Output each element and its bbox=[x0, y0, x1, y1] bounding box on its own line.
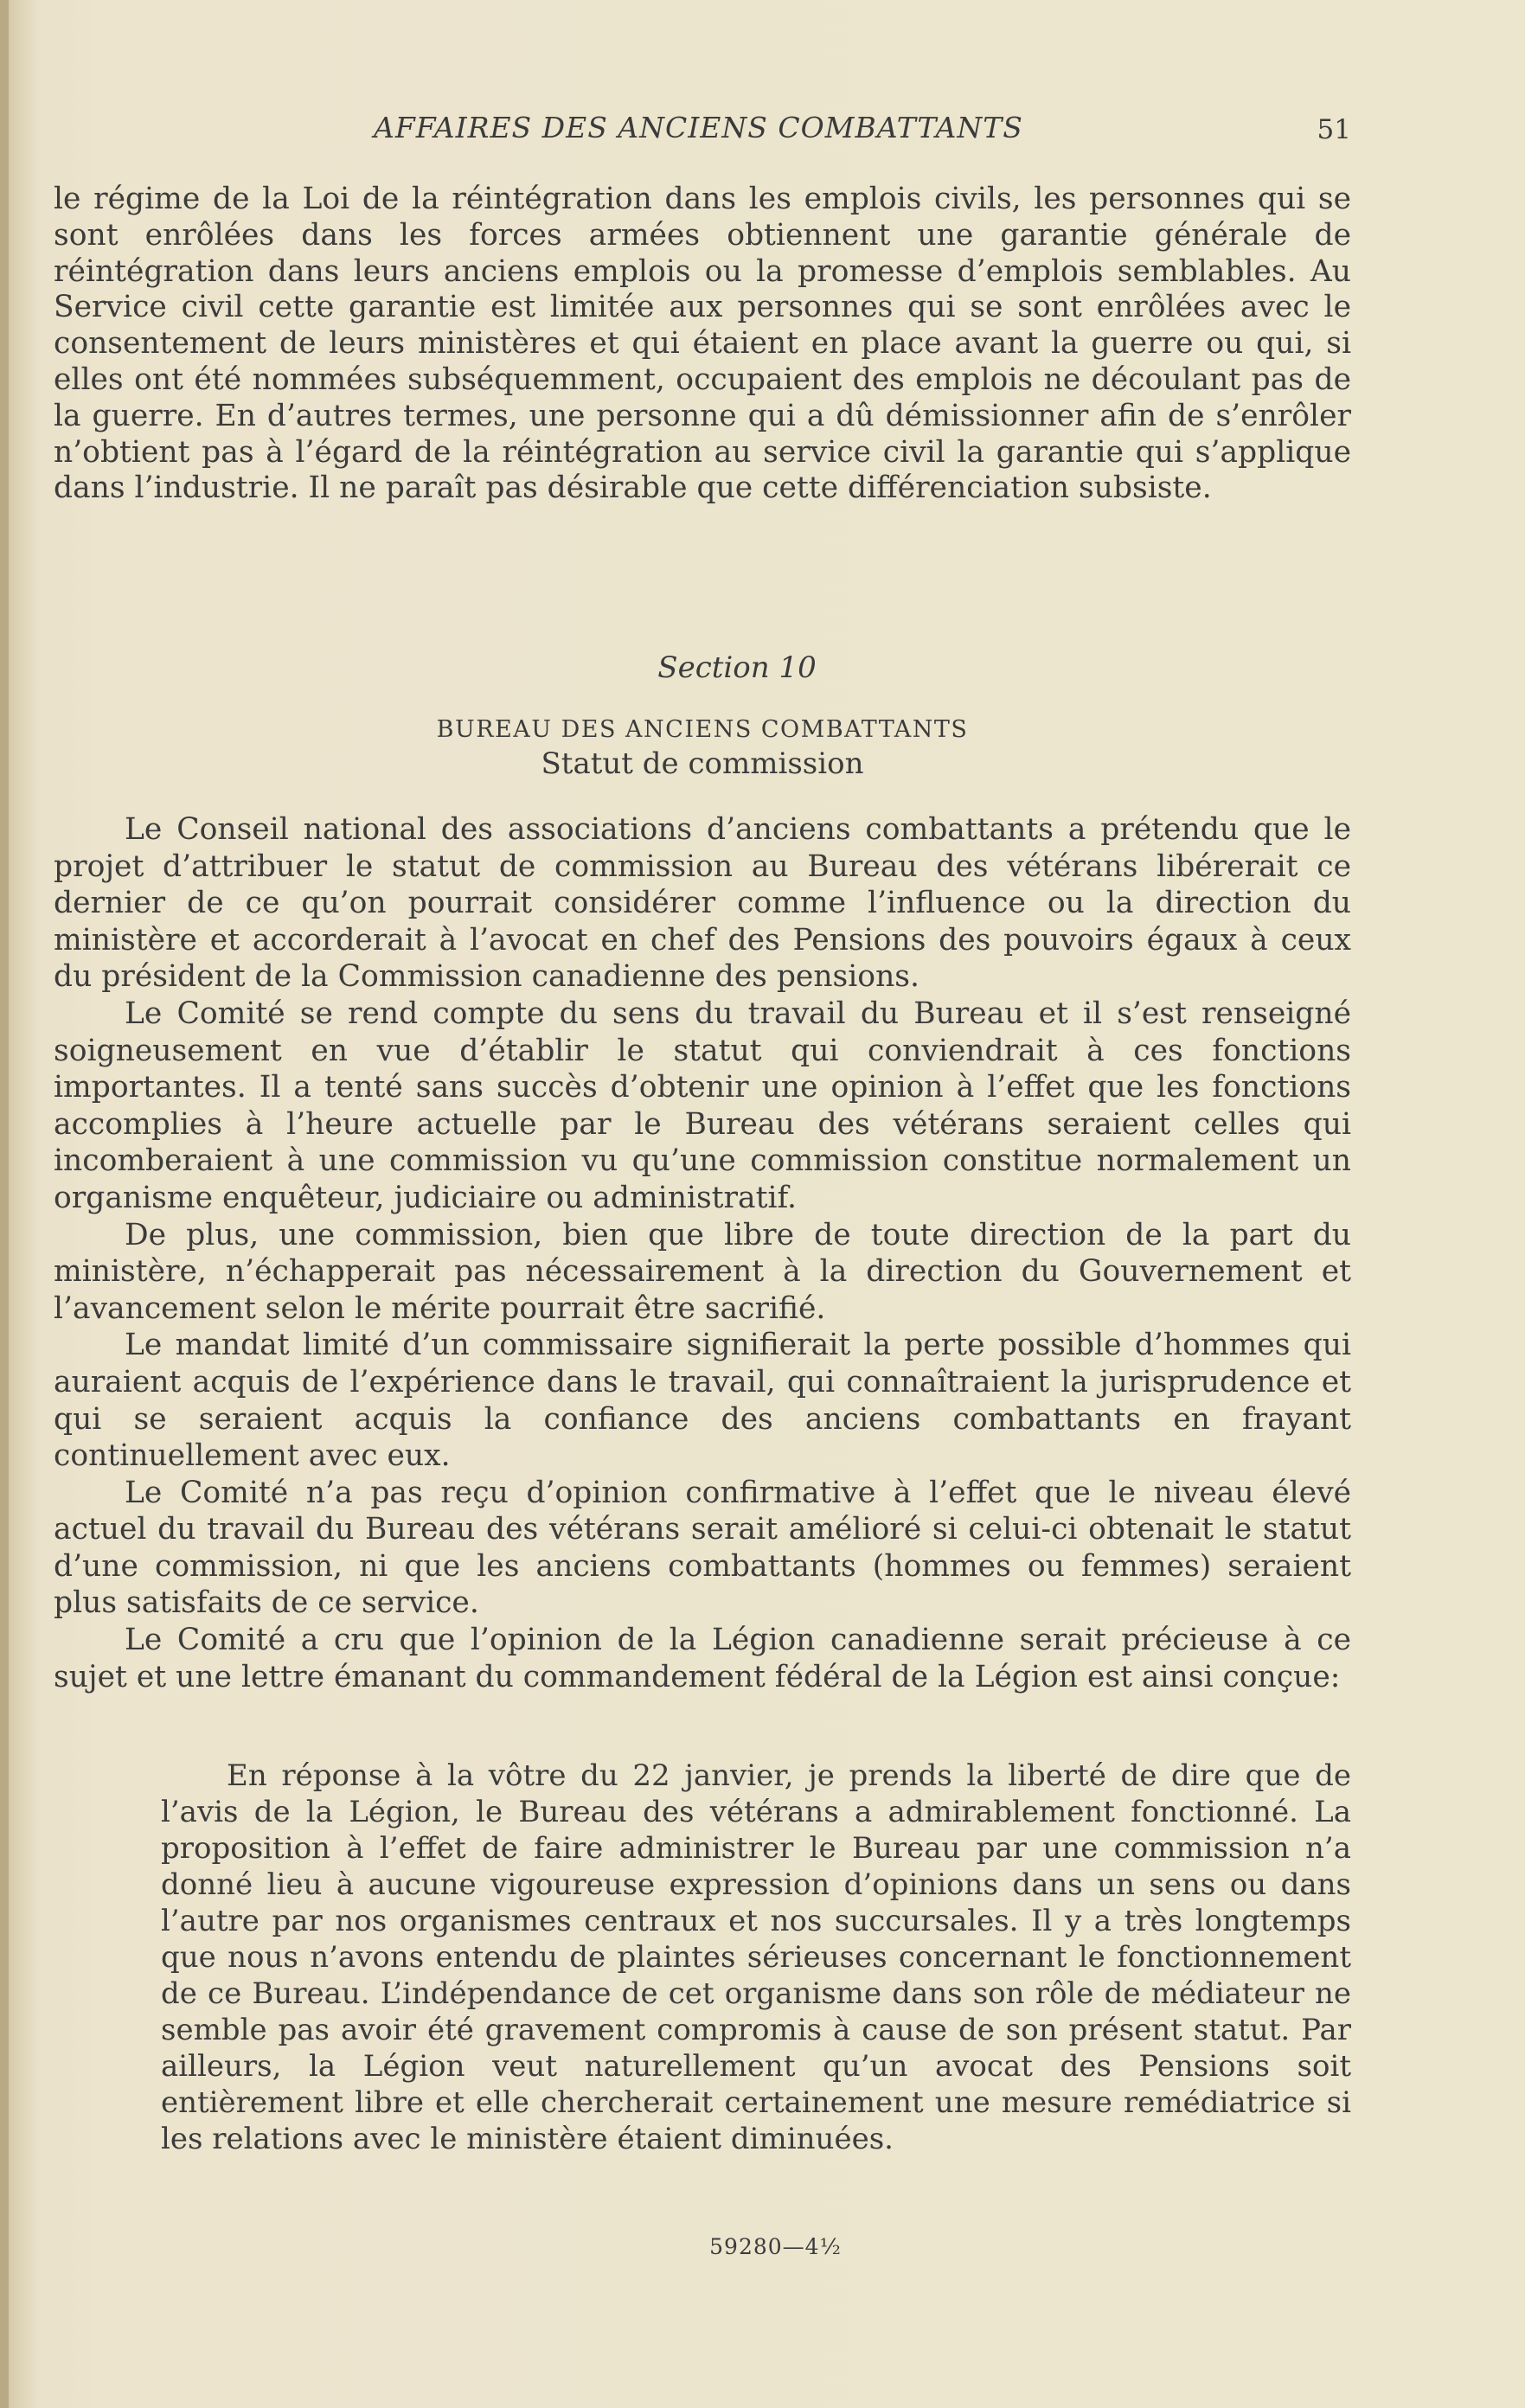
paragraph: Le Comité se rend compte du sens du travail du Bureau et il s’est renseigné soigneusement en vue d’établir le statut qui conviendrait à ces fonctions importantes. Il a tenté sans succès d’obtenir une opinion à l’effet que les fonctions accomplies à l’heure actuelle par le Bureau des vétérans seraient celles qui incomberaient à une commission vu qu’une commission constitue normalement un organisme enquêteur, judiciaire ou administratif. bbox=[54, 996, 1351, 1215]
running-title: AFFAIRES DES ANCIENS COMBATTANTS bbox=[374, 111, 1023, 144]
intro-paragraph: le régime de la Loi de la réintégration dans les emplois civils, les personnes qui se sont enrôlées dans les forces armées obtiennent une garantie générale de réintégration dans leurs anciens emplois ou la promesse d’emplois semblables. Au Service civil cette garantie est limitée aux personnes qui se sont enrôlées avec le consentement de leurs ministères et qui étaient en place avant la guerre ou qui, si elles ont été nommées subséquemment, occupaient des emplois ne découlant pas de la guerre. En d’autres termes, une personne qui a dû démissionner afin de s’enrôler n’obtient pas à l’égard de la réintégration au service civil la garantie qui s’applique dans l’industrie. Il ne paraît pas désirable que cette différenciation subsiste. bbox=[54, 182, 1351, 506]
section-body bbox=[54, 811, 1351, 1695]
intro-text bbox=[54, 182, 1351, 507]
section-title: Section 10 bbox=[657, 650, 817, 685]
printer-signature-mark: 59280—4½ bbox=[709, 2234, 842, 2259]
page-footer bbox=[0, 2234, 1525, 2259]
section-heading bbox=[54, 649, 1351, 782]
page-binding-edge bbox=[0, 0, 9, 2408]
quote-paragraph: En réponse à la vôtre du 22 janvier, je prends la liberté de dire que de l’avis de la Légion, le Bureau des vétérans a admirablement fonctionné. La proposition à l’effet de faire administrer le Bureau par une commission n’a donné lieu à aucune vigoureuse expression d’opinions dans un sens ou dans l’autre par nos organismes centraux et nos succursales. Il y a très longtemps que nous n’avons entendu de plaintes sérieuses concernant le fonctionnement de ce Bureau. L’indépendance de cet organisme dans son rôle de médiateur ne semble pas avoir été gravement compromis à cause de son présent statut. Par ailleurs, la Légion veut naturellement qu’un avocat des Pensions soit entièrement libre et elle chercherait certainement une mesure remédiatrice si les relations avec le ministère étaient diminuées. bbox=[161, 1758, 1351, 2156]
paragraph: Le Conseil national des associations d’anciens combattants a prétendu que le projet d’attribuer le statut de commission au Bureau des vétérans libérerait ce dernier de ce qu’on pourrait considérer comme l’influence ou la direction du ministère et accorderait à l’avocat en chef des Pensions des pouvoirs égaux à ceux du président de la Commission canadienne des pensions. bbox=[54, 812, 1351, 995]
page-header bbox=[54, 111, 1351, 163]
paragraph: De plus, une commission, bien que libre de toute direction de la part du ministère, n’échapperait pas nécessairement à la direction du Gouvernement et l’avancement selon le mérite pourrait être sacrifié. bbox=[54, 1217, 1351, 1326]
quoted-letter bbox=[161, 1758, 1351, 2157]
section-caps-heading: BUREAU DES ANCIENS COMBATTANTS bbox=[436, 716, 969, 743]
paragraph: Le Comité n’a pas reçu d’opinion confirmative à l’effet que le niveau élevé actuel du travail du Bureau des vétérans serait amélioré si celui-ci obtenait le statut d’une commission, ni que les anciens combattants (hommes ou femmes) seraient plus satisfaits de ce service. bbox=[54, 1475, 1351, 1621]
section-subheading: Statut de commission bbox=[541, 746, 864, 781]
paragraph: Le mandat limité d’un commissaire signifierait la perte possible d’hommes qui auraient acquis de l’expérience dans le travail, qui connaîtraient la jurisprudence et qui se seraient acquis la confiance des anciens combattants en frayant continuellement avec eux. bbox=[54, 1328, 1351, 1474]
page-number: 51 bbox=[1317, 114, 1351, 145]
paragraph: Le Comité a cru que l’opinion de la Légion canadienne serait précieuse à ce sujet et une lettre émanant du commandement fédéral de la Légion est ainsi conçue: bbox=[54, 1623, 1351, 1694]
